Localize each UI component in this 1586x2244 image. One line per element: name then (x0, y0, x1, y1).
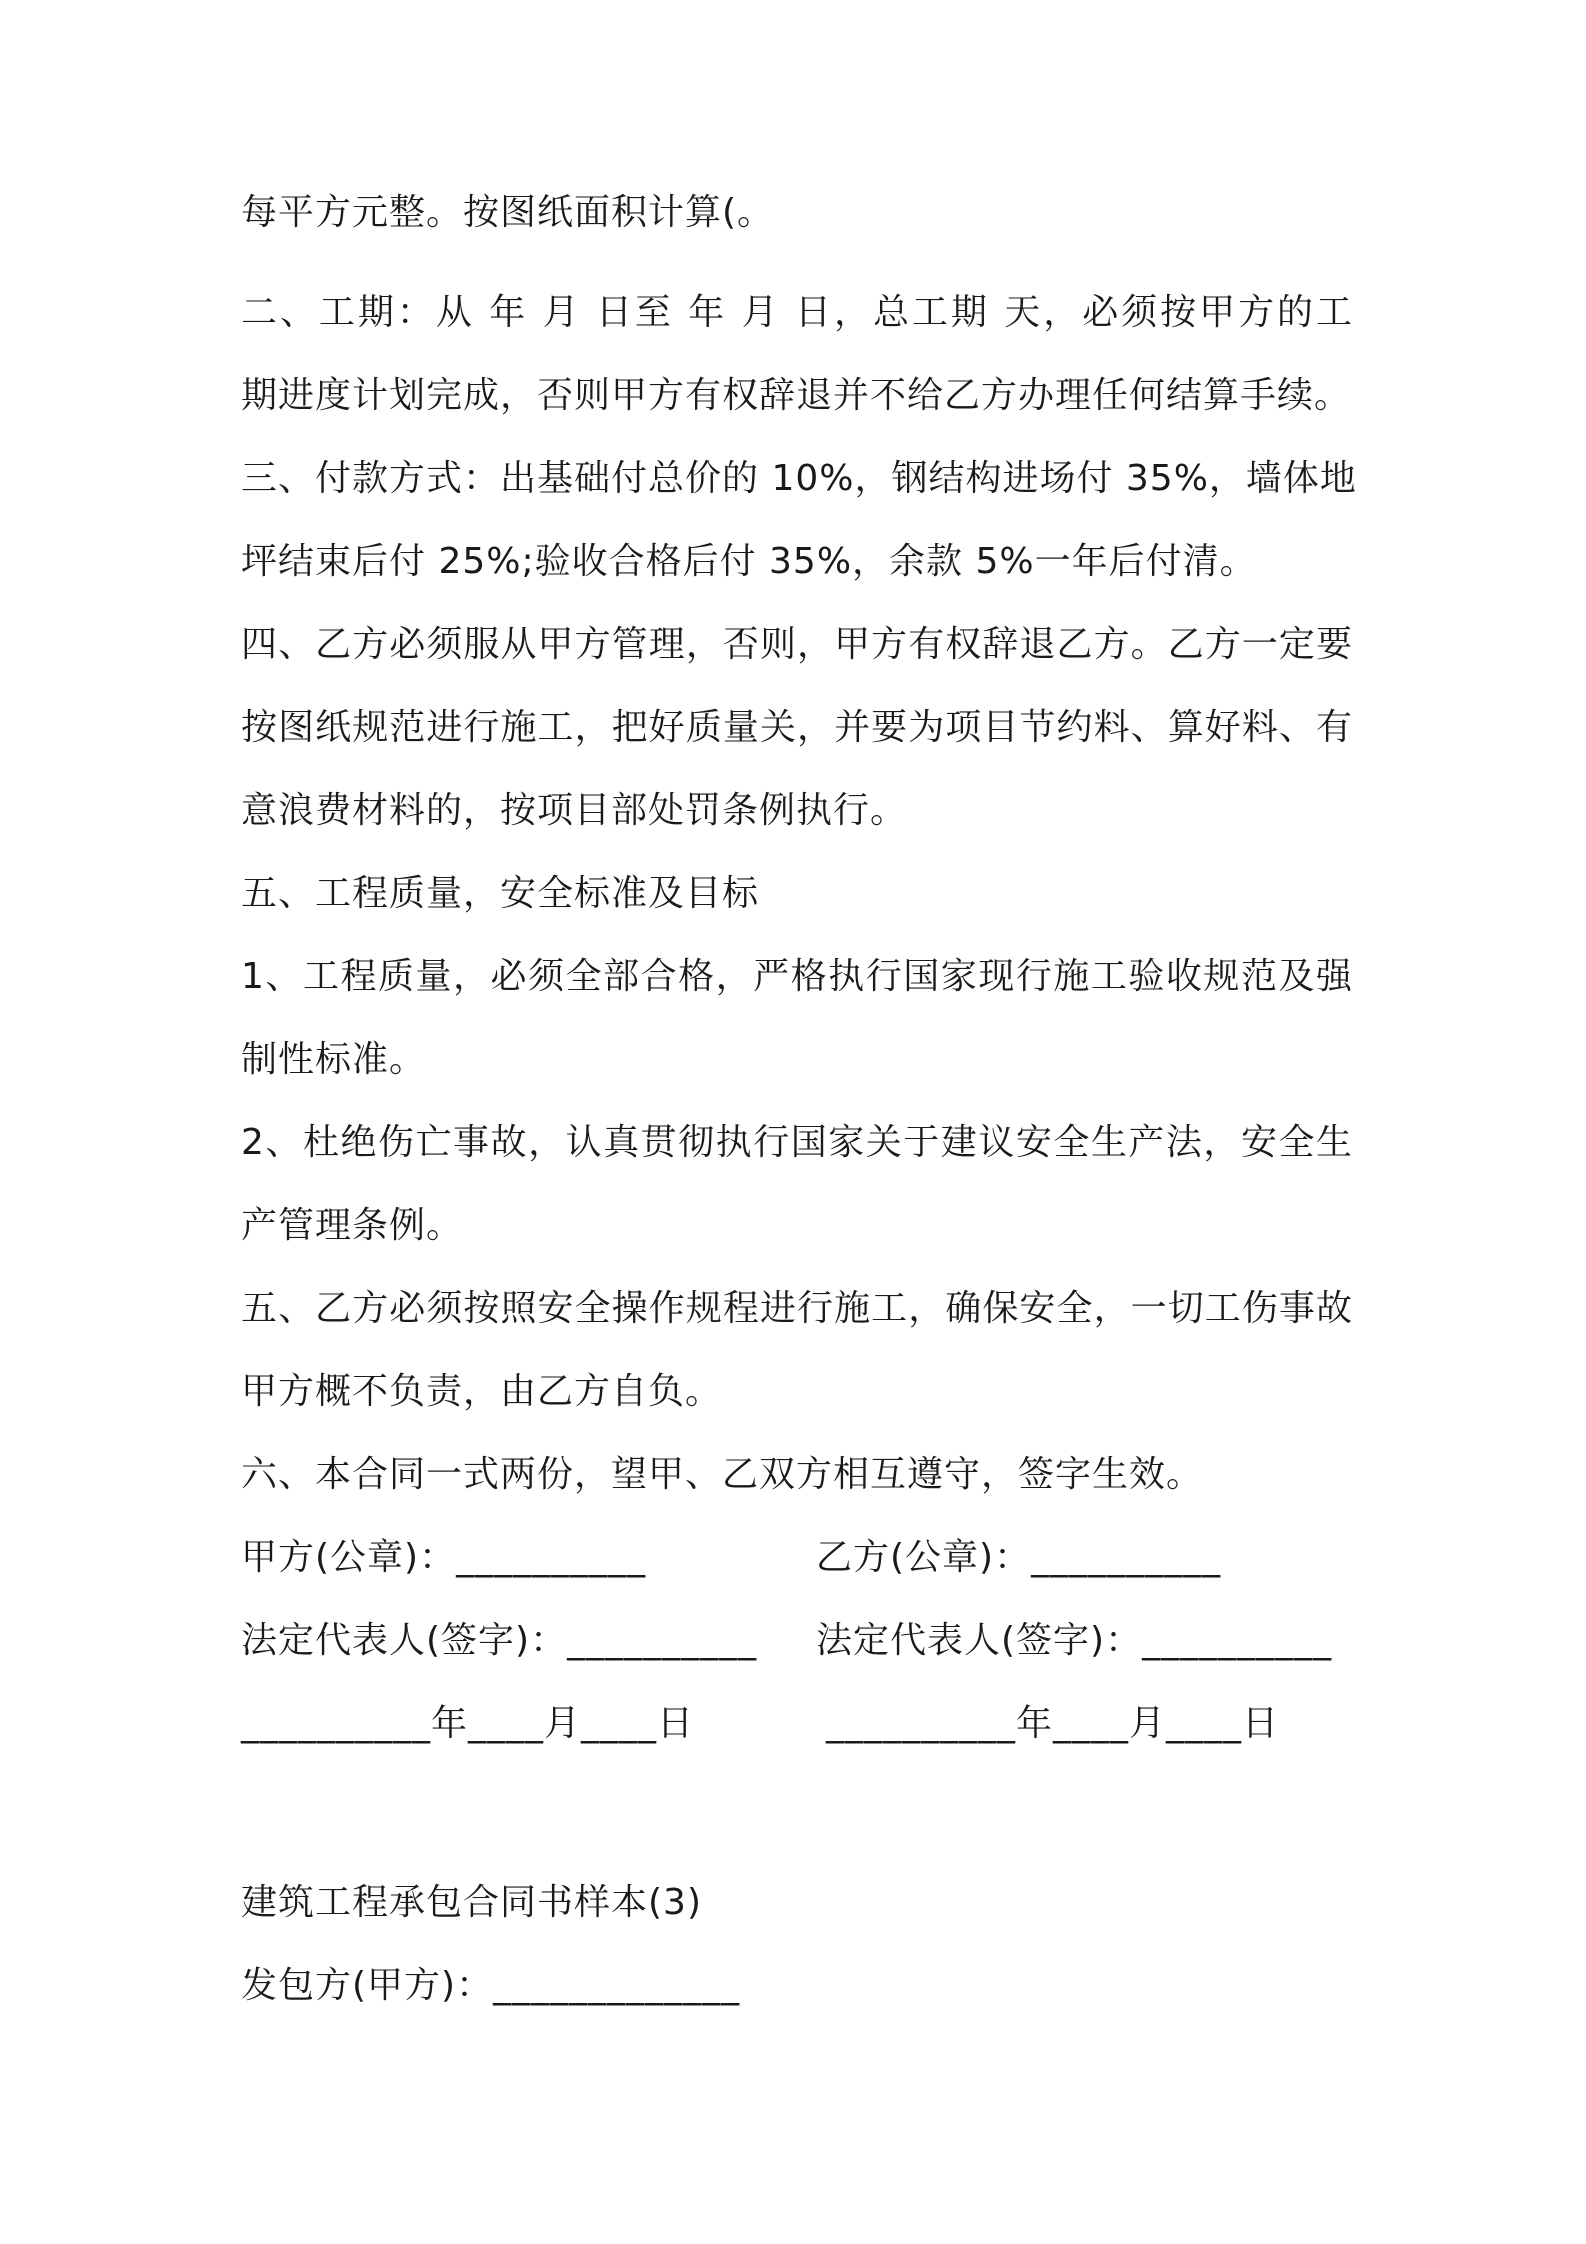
text-line: 坪结束后付 25%;验收合格后付 35%，余款 5%一年后付清。 (241, 541, 1257, 582)
text-line: 2、杜绝伤亡事故，认真贯彻执行国家关于建议安全生产法，安全生 (241, 1122, 1353, 1163)
text-line: 每平方元整。按图纸面积计算(。 (241, 192, 775, 233)
party-b-date: __________年____月____日 (826, 1703, 1279, 1744)
text-line: 六、本合同一式两份，望甲、乙双方相互遵守，签字生效。 (241, 1454, 1204, 1495)
party-a-seal: 甲方(公章)：__________ (241, 1537, 647, 1578)
text-line: 二、工期：从 年 月 日至 年 月 日，总工期 天，必须按甲方的工 (241, 292, 1353, 333)
text-line: 制性标准。 (241, 1039, 427, 1080)
party-a-date: __________年____月____日 (241, 1703, 694, 1744)
text-line: 1、工程质量，必须全部合格，严格执行国家现行施工验收规范及强 (241, 956, 1353, 997)
text-line: 产管理条例。 (241, 1205, 464, 1246)
text-line: 按图纸规范进行施工，把好质量关，并要为项目节约料、算好料、有 (241, 707, 1353, 748)
text-line: 期进度计划完成，否则甲方有权辞退并不给乙方办理任何结算手续。 (241, 375, 1352, 416)
text-line: 五、乙方必须按照安全操作规程进行施工，确保安全，一切工伤事故 (241, 1288, 1353, 1329)
section-heading: 五、工程质量，安全标准及目标 (241, 873, 760, 914)
section-title: 建筑工程承包合同书样本(3) (241, 1882, 702, 1923)
text-line: 甲方概不负责，由乙方自负。 (241, 1371, 723, 1412)
text-line: 意浪费材料的，按项目部处罚条例执行。 (241, 790, 908, 831)
employer-field: 发包方(甲方)：_____________ (241, 1965, 741, 2006)
party-b-representative: 法定代表人(签字)：__________ (816, 1620, 1333, 1661)
text-line: 三、付款方式：出基础付总价的 10%，钢结构进场付 35%，墙体地 (241, 458, 1357, 499)
party-a-representative: 法定代表人(签字)：__________ (241, 1620, 758, 1661)
party-b-seal: 乙方(公章)：__________ (816, 1537, 1222, 1578)
text-line: 四、乙方必须服从甲方管理，否则，甲方有权辞退乙方。乙方一定要 (241, 624, 1353, 665)
